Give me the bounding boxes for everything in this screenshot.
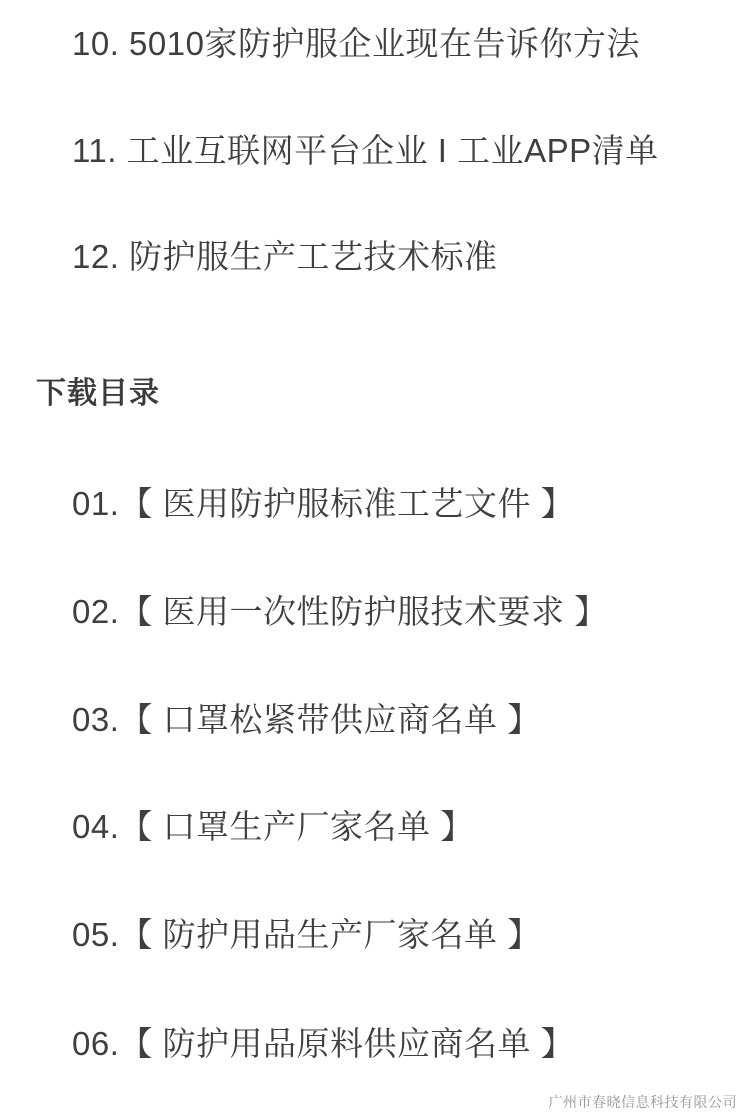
- list-item-12: 12. 防护服生产工艺技术标准: [72, 238, 498, 275]
- download-list-item-05: 05.【 防护用品生产厂家名单 】: [72, 916, 541, 953]
- download-list-item-04: 04.【 口罩生产厂家名单 】: [72, 808, 474, 845]
- list-item-10: 10. 5010家防护服企业现在告诉你方法: [72, 25, 640, 62]
- download-section-heading: 下载目录: [36, 377, 160, 410]
- company-watermark: 广州市春晓信息科技有限公司: [548, 1094, 737, 1110]
- download-list-item-01: 01.【 医用防护服标准工艺文件 】: [72, 485, 575, 522]
- download-list-item-02: 02.【 医用一次性防护服技术要求 】: [72, 593, 608, 630]
- list-item-11: 11. 工业互联网平台企业 I 工业APP清单: [72, 132, 659, 169]
- download-list-item-06: 06.【 防护用品原料供应商名单 】: [72, 1025, 575, 1062]
- download-list-item-03: 03.【 口罩松紧带供应商名单 】: [72, 701, 541, 738]
